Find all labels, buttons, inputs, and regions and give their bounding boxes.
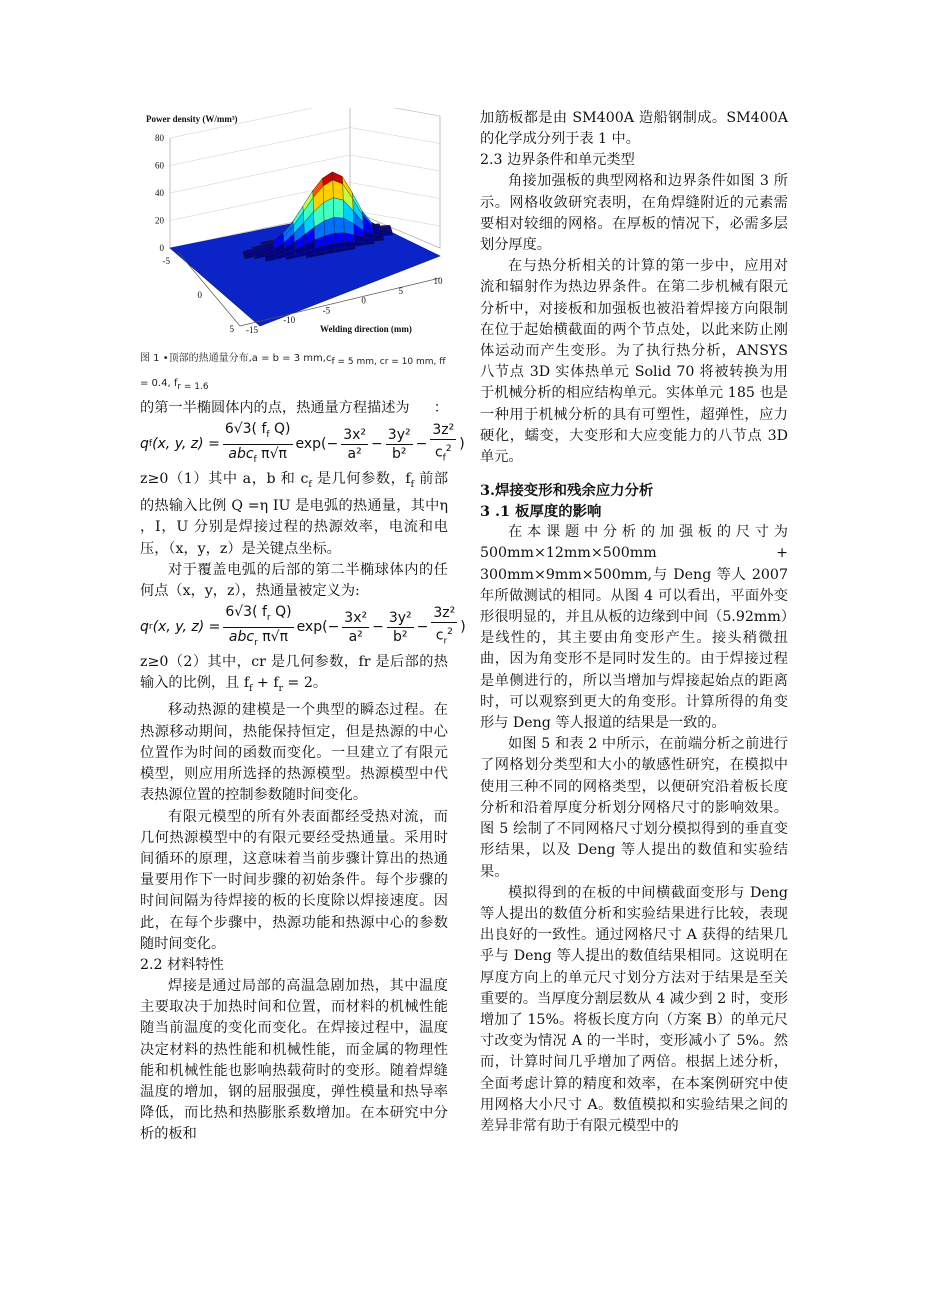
z-gridline: [350, 108, 440, 116]
z-gridline: [350, 155, 440, 171]
y-tick-label: 5: [229, 324, 234, 334]
eq1-t1-den: a²: [347, 445, 362, 462]
eq2-t3-num: 3z²: [433, 605, 456, 622]
z-tick-label: 40: [155, 188, 164, 198]
surface-patch: [334, 233, 344, 244]
eq1-t3-num: 3z²: [432, 421, 455, 438]
eq1-num-sub: f: [266, 429, 270, 440]
eq1-exp: exp(−: [295, 436, 339, 453]
z-tick-label: 0: [159, 243, 164, 253]
eq2-num: 6√3( f: [225, 603, 267, 620]
p-colon: ：: [433, 400, 448, 416]
eq1-t2-num: 3y²: [387, 426, 411, 443]
eq2-t2-num: 3y²: [388, 609, 412, 626]
caption-text-2: f = 5 mm, c: [331, 357, 385, 367]
section-heading-2-3: 2.3 边界条件和单元类型: [480, 152, 635, 169]
eq2-exp: exp(−: [296, 619, 340, 636]
t: z≥0（1）其中 a，b 和 c: [140, 471, 309, 488]
paragraph-convection: 有限元模型的所有外表面都经受热对流，而几何热源模型中的有限元要经受热通量。采用时间循环的原理，这意味着当前步骤计算出的热通量要用作下一时间步骤的初始条件。每个步骤的时间间隔为待焊接的板的长度除以焊接速度。因此，在每个步骤中，热源功能和热源中心的参数随时间变化。: [140, 808, 448, 952]
caption-text-1: 图 1 •顶部的热通量分布,a = b = 3 mm,c: [140, 353, 332, 364]
paragraph-rear-ellipsoid: 对于覆盖电弧的后部的第二半椭球体内的任何点（x，y，z），热通量被定义为:: [140, 561, 448, 600]
eq2-t3-den: c: [435, 627, 444, 644]
caption-text-5: = 0.4, f: [140, 378, 178, 389]
eq2-main-fraction: [223, 603, 293, 652]
t: f: [308, 480, 312, 491]
eq2-num-sub: r: [266, 612, 271, 623]
figure-1-svg: [140, 108, 448, 344]
eq1-close: ): [459, 436, 465, 453]
p-text: 的第一半椭圆体内的点，热通量方程描述为: [140, 400, 410, 416]
caption-text-6: r = 1.6: [177, 382, 209, 392]
eq2-t1-num: 3x²: [344, 609, 368, 626]
paragraph-material-properties: 焊接是通过局部的高温急剧加热，其中温度主要取决于加热时间和位置，而材料的机械性能随当前温度的变化而变化。在焊接过程中，温度决定材料的热性能和机械性能，而金属的物理性能和机械性能也影响热载荷时的变形。随着焊缝温度的增加，钢的屈服强度，弹性模量和热导率降低，而比热和热膨胀系数增加。在本研究中分析的板和: [140, 977, 448, 1143]
z-gridline: [350, 183, 440, 199]
surface-patch: [333, 198, 343, 219]
eq2-t3-den-sup: 2: [447, 627, 453, 638]
x-tick-label: -15: [246, 325, 258, 335]
t: = 2。: [282, 675, 328, 692]
eq1-t3-den-sup: 2: [445, 443, 452, 454]
z-gridline: [350, 128, 440, 144]
paragraph-sm400a: 加筋板都是由 SM400A 造船钢制成。SM400A 的化学成分列于表 1 中。: [480, 110, 788, 148]
z-axis-label: Power density (W/mm³): [146, 114, 238, 124]
equation-1: q f (x, y, z) = $\frac{6√3( f_f Q)}{abc_f \pi√\pi}$ exp(− $\frac{\text{3x²}}{\text{a²}}$ − $\frac{\text{3y²}}{\text{b²}}$ − $\frac{\text{3z²}}{c_f^2}$ ): [140, 419, 448, 469]
eq2-t2-den: b²: [393, 628, 408, 645]
eq1-t3-den: c: [434, 444, 443, 461]
eq2-lhs: q: [140, 619, 149, 636]
paragraph-eq1-params: [140, 469, 448, 560]
t: 前部的热输入比例 Q =η IU 是电弧的热通量，其中η ，I，U 分别是焊接过程的热源效率，电流和电压，（x，y，z）是关键点坐标。: [140, 471, 449, 557]
paragraph-mesh-boundary: 角接加强板的典型网格和边界条件如图 3 所示。网格收敛研究表明，在角焊缝附近的元素需要相对较细的网格。在厚板的情况下，必需多层划分厚度。: [480, 173, 788, 254]
right-column: [480, 108, 788, 1137]
eq2-t1-den: a²: [348, 628, 363, 645]
caption-text-4: f: [442, 357, 446, 367]
eq2-args: (x, y, z) =: [152, 619, 221, 636]
eq2-den-end: π√π: [257, 628, 288, 645]
y-tick-label: 0: [197, 290, 202, 300]
eq2-close: ): [460, 619, 466, 636]
eq1-main-fraction: [223, 420, 293, 469]
figure-1-caption: [140, 348, 448, 398]
z-tick-label: 60: [155, 160, 164, 171]
paragraph-moving-heat-source: 移动热源的建模是一个典型的瞬态过程。在热源移动期间，热能保持恒定，但是热源的中心位置作为时间的函数而变化。一旦建立了有限元模型，则应用所选择的热源模型。热源模型中代表热源位置的控制参数随时间变化。: [140, 702, 448, 804]
eq2-num-end: Q): [270, 603, 292, 620]
x-tick-label: 0: [361, 295, 366, 306]
z-tick-label: 80: [155, 133, 164, 143]
t: f: [249, 684, 253, 695]
x-tick-label: 5: [398, 285, 404, 296]
eq2-den-sub: r: [254, 637, 258, 648]
t: r: [278, 684, 283, 695]
eq1-den-sub: f: [253, 454, 257, 465]
equation-2: q r (x, y, z) = $\frac{6√3( f_r Q)}{abc_r \pi√\pi}$ exp(− $\frac{\text{3x²}}{\text{a²}}$ − $\frac{\text{3y²}}{\text{b²}}$ − $\frac{\text{3z²}}{c_r^2}$ ): [140, 602, 448, 652]
eq1-args: (x, y, z) =: [152, 436, 220, 453]
eq2-t3-den-sub: r: [443, 636, 448, 647]
eq1-num-end: Q): [269, 420, 291, 437]
section-heading-2-2: 2.2 材料特性: [140, 956, 224, 973]
x-axis-label: Welding direction (mm): [320, 324, 412, 334]
eq1-den-end: π√π: [256, 445, 287, 462]
eq1-lhs: q: [140, 436, 149, 453]
x-tick-label: -5: [322, 305, 331, 316]
eq1-t3-den-sub: f: [442, 453, 446, 464]
top-edge-back: [350, 108, 440, 116]
eq1-den: abc: [228, 445, 254, 462]
left-column: [140, 108, 466, 1146]
paragraph-plate-dimensions: 在本课题中分析的加强板的尺寸为 500mm×12mm×500mm + 300mm×9mm×500mm,与 Deng 等人 2007 年所做测试的相同。从图 4 可以看出，平面外变形很明显的，并且从板的边缘到中间（5.92mm）是线性的，其主要由角变形产生。接头稍微扭曲，因为角变形不是同时发生的。由于焊接过程是单侧进行的，所以当增加与焊接起始点的距离时，可以观察到更大的角变形。计算所得的角变形与 Deng 等人报道的结果是一致的。: [480, 524, 788, 732]
paragraph-mesh-sensitivity: 如图 5 和表 2 中所示，在前端分析之前进行了网格划分类型和大小的敏感性研究，在模拟中使用三种不同的网格类型，以便研究沿着板长度分析和沿着厚度分析划分网格尺寸的影响效果。图 5 绘制了不同网格尺寸划分模拟得到的垂直变形结果，以及 Deng 等人提出的数值和实验结果。: [480, 736, 788, 880]
t: f: [410, 480, 414, 491]
t: 是几何参数，f: [311, 471, 411, 488]
section-heading-3: 3.焊接变形和残余应力分析: [480, 482, 654, 500]
paragraph-heat-flux-front: [140, 398, 448, 419]
eq1-t1-num: 3x²: [343, 426, 367, 443]
section-heading-3-1: 3 .1 板厚度的影响: [480, 503, 602, 521]
paragraph-eq2-params: [140, 652, 448, 700]
t: z≥0（2）其中，cr 是几何参数，fr 是后部的热输入的比例，且 f: [140, 654, 448, 692]
paragraph-comparison: 模拟得到的在板的中间横截面变形与 Deng 等人提出的数值分析和实验结果进行比较，表现出良好的一致性。通过网格尺寸 A 获得的结果几乎与 Deng 等人提出的数值结果相同。这说明在厚度方向上的单元尺寸划分方法对于结果是至关重要的。当厚度分割层数从 4 减少到 2 时，变形增加了 15%。将板长度方向（方案 B）的单元尺寸改变为情况 A 的一半时，变形减小了 5%。然而，计算时间几乎增加了两倍。根据上述分析，全面考虑计算的精度和效率，在本案例研究中使用网格大小尺寸 A。数值模拟和实验结果之间的差异非常有助于有限元模型中的: [480, 884, 788, 1134]
x-tick-label: -10: [283, 315, 296, 326]
eq2-lhs-sub: r: [148, 622, 153, 633]
surface-patch: [383, 233, 393, 236]
eq2-den: abc: [228, 628, 255, 645]
figure-1-surface-plot: [140, 108, 448, 344]
t: + f: [252, 675, 279, 692]
surface-patch: [334, 217, 344, 233]
paragraph-thermal-analysis: 在与热分析相关的计算的第一步中，应用对流和辐射作为热边界条件。在第二步机械有限元分析中，对接板和加强板也被沿着焊接方向限制在位于起始横截面的两个节点处，以此来防止刚体运动而产生变形。为了执行热分析，ANSYS 八节点 3D 实体热单元 Solid 70 将被转换为用于机械分析的相应结构单元。实体单元 185 也是一种用于机械分析的具有可塑性，超弹性，应力硬化，蠕变，大变形和大应变能力的八节点 3D 单元。: [480, 258, 788, 466]
z-tick-label: 20: [155, 215, 164, 226]
caption-text-3: r = 10 mm, f: [384, 357, 443, 367]
z-gridline: [170, 128, 350, 166]
eq1-t2-den: b²: [391, 445, 407, 462]
y-tick-label: -5: [162, 256, 170, 266]
x-tick-label: 10: [433, 276, 443, 286]
eq1-num: 6√3( f: [224, 420, 267, 437]
eq1-lhs-sub: f: [148, 439, 153, 450]
